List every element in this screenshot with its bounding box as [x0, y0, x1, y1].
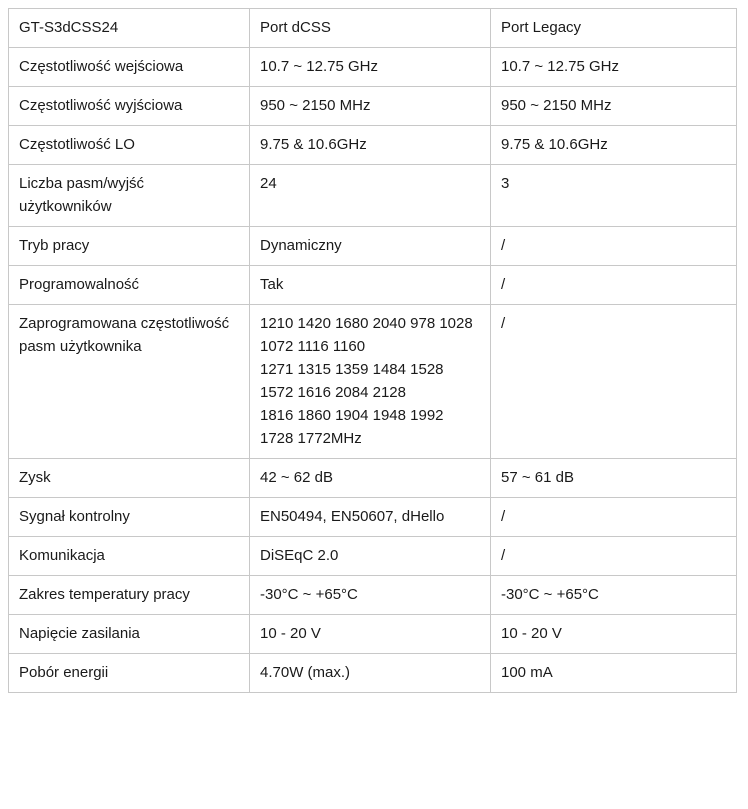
row-label: Częstotliwość LO — [9, 126, 250, 165]
header-cell-port-legacy: Port Legacy — [491, 9, 737, 48]
dcss-value: EN50494, EN50607, dHello — [250, 498, 491, 537]
dcss-value: 4.70W (max.) — [250, 654, 491, 693]
legacy-value: 57 ~ 61 dB — [491, 459, 737, 498]
legacy-value: 100 mA — [491, 654, 737, 693]
table-row — [9, 48, 737, 87]
header-cell-model: GT-S3dCSS24 — [9, 9, 250, 48]
row-label: Programowalność — [9, 266, 250, 305]
table-row — [9, 498, 737, 537]
legacy-value: 3 — [491, 165, 737, 227]
legacy-value: 9.75 & 10.6GHz — [491, 126, 737, 165]
dcss-value: DiSEqC 2.0 — [250, 537, 491, 576]
dcss-value: 24 — [250, 165, 491, 227]
dcss-value: 9.75 & 10.6GHz — [250, 126, 491, 165]
table-row — [9, 165, 737, 227]
legacy-value: 10.7 ~ 12.75 GHz — [491, 48, 737, 87]
dcss-value: -30°C ~ +65°C — [250, 576, 491, 615]
table-row — [9, 654, 737, 693]
table-row — [9, 576, 737, 615]
table-row — [9, 305, 737, 459]
header-cell-port-dcss: Port dCSS — [250, 9, 491, 48]
table-row — [9, 87, 737, 126]
row-label: Pobór energii — [9, 654, 250, 693]
row-label: Sygnał kontrolny — [9, 498, 250, 537]
row-label: Komunikacja — [9, 537, 250, 576]
table-row — [9, 615, 737, 654]
table-row — [9, 126, 737, 165]
dcss-value: 42 ~ 62 dB — [250, 459, 491, 498]
row-label: Zakres temperatury pracy — [9, 576, 250, 615]
legacy-value: / — [491, 537, 737, 576]
dcss-value: Dynamiczny — [250, 227, 491, 266]
row-label: Liczba pasm/wyjść użytkowników — [9, 165, 250, 227]
legacy-value: 950 ~ 2150 MHz — [491, 87, 737, 126]
legacy-value: 10 - 20 V — [491, 615, 737, 654]
dcss-value: Tak — [250, 266, 491, 305]
table-row — [9, 459, 737, 498]
legacy-value: / — [491, 498, 737, 537]
dcss-value: 10.7 ~ 12.75 GHz — [250, 48, 491, 87]
legacy-value: / — [491, 305, 737, 459]
row-label: Tryb pracy — [9, 227, 250, 266]
table-row — [9, 537, 737, 576]
table-header-row — [9, 9, 737, 48]
row-label: Częstotliwość wejściowa — [9, 48, 250, 87]
dcss-value: 10 - 20 V — [250, 615, 491, 654]
row-label: Częstotliwość wyjściowa — [9, 87, 250, 126]
legacy-value: / — [491, 227, 737, 266]
row-label: Zysk — [9, 459, 250, 498]
table-row — [9, 227, 737, 266]
dcss-value: 950 ~ 2150 MHz — [250, 87, 491, 126]
table-row — [9, 266, 737, 305]
legacy-value: -30°C ~ +65°C — [491, 576, 737, 615]
row-label: Zaprogramowana częstotliwość pasm użytkownika — [9, 305, 250, 459]
legacy-value: / — [491, 266, 737, 305]
spec-table — [8, 8, 737, 693]
row-label: Napięcie zasilania — [9, 615, 250, 654]
dcss-value: 1210 1420 1680 2040 978 1028 1072 1116 1160 1271 1315 1359 1484 1528 1572 1616 2084 2128 1816 1860 1904 1948 1992 1728 1772MHz — [250, 305, 491, 459]
